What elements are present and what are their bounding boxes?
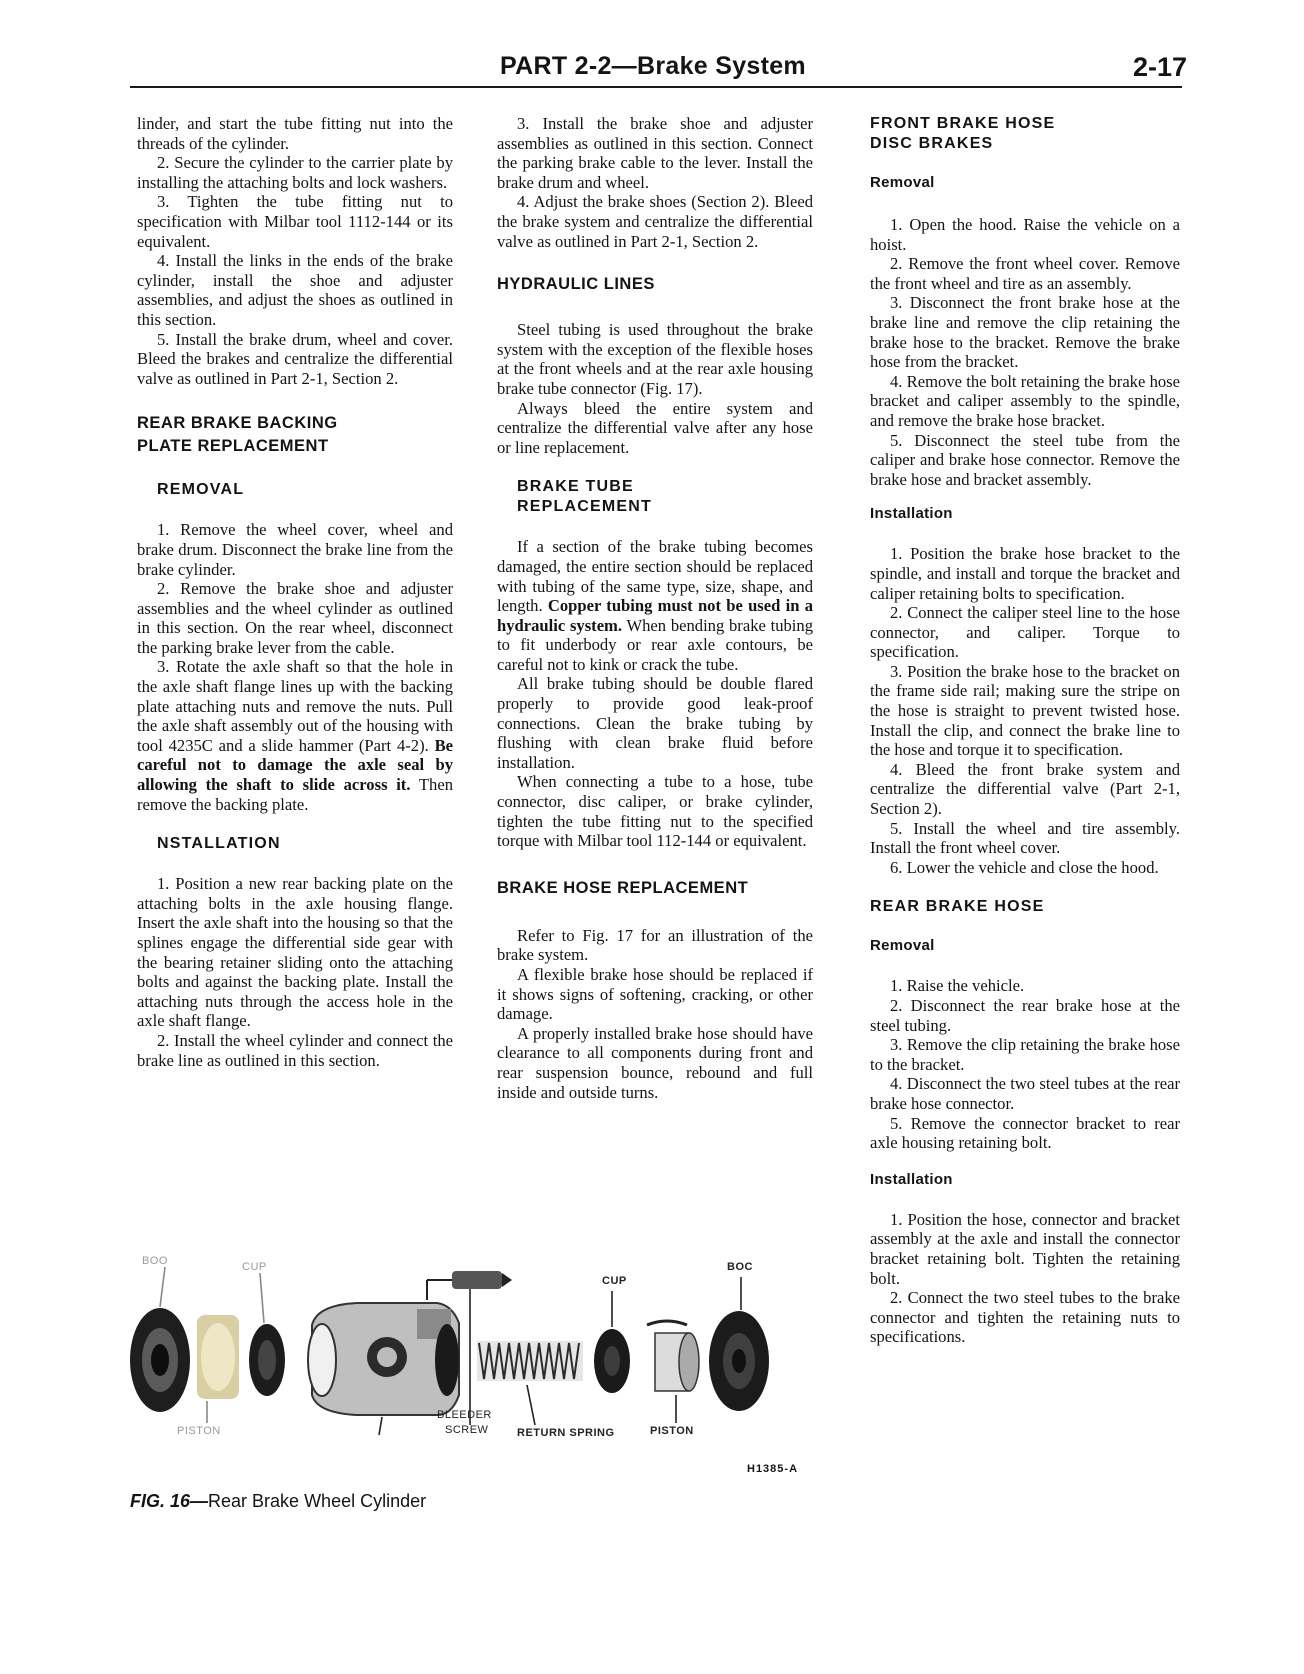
section-heading [870, 114, 1180, 154]
paragraph: 1. Position a new rear backing plate on the attaching bolts in the axle housing flange. Insert the axle shaft into the housing so that the splines engage the differential side gear with the bearing retainer sliding onto the attaching bolts and against the backing plate. Install the attaching nuts through the access hole in the axle shaft flange. [137, 874, 453, 1031]
section-heading-line: PLATE REPLACEMENT [137, 437, 329, 456]
paragraph: 5. Remove the connector bracket to rear axle housing retaining bolt. [870, 1113, 1180, 1153]
piston-label-right: PISTON [650, 1425, 694, 1437]
right-boot-part [709, 1311, 769, 1411]
section-heading-line: DISC BRAKES [870, 135, 994, 152]
paragraph: 3. Install the brake shoe and adjuster assemblies as outlined in this section. Connect the parking brake cable to the lever. Install the brake drum and wheel. [497, 114, 813, 192]
figure-code: H1385-A [747, 1463, 799, 1475]
section-heading [137, 412, 453, 458]
right-cup-part [594, 1329, 630, 1393]
subsection-heading: Installation [870, 505, 953, 523]
page-header-title: PART 2-2—Brake System [500, 52, 806, 80]
paragraph: 4. Remove the bolt retaining the brake hose bracket and caliper assembly to the spindle, and remove the brake hose bracket. [870, 371, 1180, 430]
paragraph: 2. Connect the caliper steel line to the hose connector, and caliper. Torque to specification. [870, 603, 1180, 662]
page-number: 2-17 [1133, 52, 1188, 82]
paragraph: Steel tubing is used throughout the brake system with the exception of the flexible hoses at the front wheels and at the rear axle housing brake tube connector (Fig. 17). [497, 320, 813, 398]
section-heading-line: FRONT BRAKE HOSE [870, 115, 1056, 132]
caution-text: Be careful not to damage the axle seal by allowing the shaft to slide across it. [137, 735, 453, 795]
left-cup-part [249, 1324, 285, 1396]
boot-label-left: BOO [142, 1255, 168, 1267]
section-heading: BRAKE HOSE REPLACEMENT [497, 878, 749, 897]
subsection-heading: NSTALLATION [157, 835, 281, 853]
paragraph: 5. Install the brake drum, wheel and cover. Bleed the brakes and centralize the differential valve as outlined in Part 2-1, Section 2. [137, 329, 453, 388]
paragraph: Refer to Fig. 17 for an illustration of the brake system. [497, 925, 813, 965]
section-heading: HYDRAULIC LINES [497, 275, 655, 294]
paragraph: 1. Position the hose, connector and bracket assembly at the axle and install the connector bracket retaining bolt. Tighten the retaining bolt. [870, 1209, 1180, 1288]
screw-label: SCREW [445, 1424, 489, 1436]
section-heading: REAR BRAKE HOSE [870, 898, 1045, 916]
subsection-heading: Removal [870, 937, 935, 955]
boot-label-right: BOC [727, 1261, 753, 1273]
cylinder-body-part [308, 1303, 459, 1415]
paragraph: 3. Tighten the tube fitting nut to specification with Milbar tool 1112-144 or its equivalent. [137, 192, 453, 251]
paragraph: A properly installed brake hose should have clearance to all components during front and rear suspension bounce, rebound and full inside and outside turns. [497, 1023, 813, 1102]
paragraph: 2. Connect the two steel tubes to the brake connector and tighten the retaining nuts to specifications. [870, 1288, 1180, 1347]
subsection-heading [497, 477, 813, 517]
paragraph: 5. Install the wheel and tire assembly. Install the front wheel cover. [870, 818, 1180, 858]
paragraph: 4. Adjust the brake shoes (Section 2). Bleed the brake system and centralize the differential valve as outlined in Part 2-1, Section 2. [497, 192, 813, 251]
bleeder-label: BLEEDER [437, 1409, 492, 1421]
paragraph: 1. Position the brake hose bracket to the spindle, and install and torque the bracket and caliper retaining bolts to specification. [870, 544, 1180, 603]
figure-caption-text: Rear Brake Wheel Cylinder [208, 1491, 427, 1511]
header-divider [130, 86, 1182, 88]
return-spring-part [477, 1341, 583, 1381]
paragraph-text: If a section of the brake tubing becomes damaged, the entire section should be replaced with tubing of the same type, size, shape, and length. [497, 537, 813, 616]
figure-caption [130, 1491, 426, 1512]
paragraph: When connecting a tube to a hose, tube connector, disc caliper, or brake cylinder, tighten the tube fitting nut to the specified torque with Milbar tool 112-144 or equivalent. [497, 772, 813, 851]
paragraph: 1. Raise the vehicle. [890, 976, 1025, 996]
section-heading-line: REAR BRAKE BACKING [137, 414, 338, 433]
cup-label-left: CUP [242, 1261, 267, 1273]
paragraph: 5. Disconnect the steel tube from the caliper and brake hose connector. Remove the brake hose and bracket assembly. [870, 430, 1180, 489]
paragraph: 2. Remove the brake shoe and adjuster assemblies and the wheel cylinder as outlined in this section. On the rear wheel, disconnect the parking brake lever from the cable. [137, 579, 453, 657]
subsection-heading-line: REPLACEMENT [517, 498, 652, 516]
paragraph [137, 657, 453, 814]
subsection-heading-line: BRAKE TUBE [517, 478, 634, 496]
subsection-heading: Removal [870, 174, 935, 191]
text-column-1 [137, 114, 453, 1070]
paragraph-text: 3. Rotate the axle shaft so that the hole in the axle shaft flange lines up with the backing plate attaching nuts and remove the nuts. Pull the axle shaft assembly out of the housing with tool 4235C and a slide hammer (Part 4-2). [137, 657, 453, 755]
paragraph: 2. Disconnect the rear brake hose at the steel tubing. [870, 996, 1180, 1035]
left-piston-part [197, 1315, 239, 1399]
paragraph: 1. Remove the wheel cover, wheel and brake drum. Disconnect the brake line from the brake cylinder. [137, 520, 453, 579]
paragraph: linder, and start the tube fitting nut into the threads of the cylinder. [137, 114, 453, 153]
paragraph-text: When bending brake tubing to fit underbody or rear axle contours, be careful not to kink or crack the tube. [497, 615, 813, 674]
paragraph: 3. Disconnect the front brake hose at the brake line and remove the clip retaining the brake hose to the bracket. Remove the brake hose from the bracket. [870, 293, 1180, 372]
paragraph [497, 537, 813, 674]
return-spring-label: RETURN SPRING [517, 1427, 615, 1439]
paragraph: 3. Position the brake hose to the bracket on the frame side rail; making sure the stripe on the hose is straight to prevent twisted hose. Install the clip, and connect the brake line to the hose and torque it to specification. [870, 661, 1180, 760]
paragraph: 2. Install the wheel cylinder and connect the brake line as outlined in this section. [137, 1030, 453, 1070]
text-column-2 [497, 114, 813, 1102]
right-piston-part [647, 1321, 699, 1391]
paragraph: 2. Secure the cylinder to the carrier plate by installing the attaching bolts and lock washers. [137, 153, 453, 192]
figure-number: FIG. 16— [130, 1491, 209, 1511]
paragraph: 4. Disconnect the two steel tubes at the rear brake hose connector. [870, 1074, 1180, 1113]
paragraph: 6. Lower the vehicle and close the hood. [890, 857, 1159, 877]
paragraph: A flexible brake hose should be replaced if it shows signs of softening, cracking, or other damage. [497, 965, 813, 1024]
paragraph: 2. Remove the front wheel cover. Remove the front wheel and tire as an assembly. [870, 254, 1180, 293]
paragraph: Always bleed the entire system and centralize the differential valve after any hose or line replacement. [497, 398, 813, 457]
caution-text: Copper tubing must not be used in a hydraulic system. [497, 596, 813, 635]
paragraph: 4. Bleed the front brake system and centralize the differential valve (Part 2-1, Section 2). [870, 759, 1180, 819]
paragraph: All brake tubing should be double flared properly to provide good leak-proof connections. Clean the brake tubing by flushing with clean brake fluid before installation. [497, 674, 813, 772]
left-boot-part [130, 1308, 190, 1412]
wheel-cylinder-figure [127, 1255, 827, 1455]
piston-label-left: PISTON [177, 1425, 221, 1437]
paragraph: 4. Install the links in the ends of the brake cylinder, install the shoe and adjuster assemblies, and adjust the shoes as outlined in this section. [137, 251, 453, 329]
subsection-heading: Installation [870, 1170, 953, 1188]
paragraph: 3. Remove the clip retaining the brake hose to the bracket. [870, 1035, 1180, 1074]
text-column-3 [870, 114, 1180, 1347]
subsection-heading: REMOVAL [157, 481, 245, 499]
cup-label-right: CUP [602, 1275, 627, 1287]
paragraph: 1. Open the hood. Raise the vehicle on a hoist. [870, 215, 1180, 254]
paragraph-text: Then remove the backing plate. [137, 775, 453, 814]
